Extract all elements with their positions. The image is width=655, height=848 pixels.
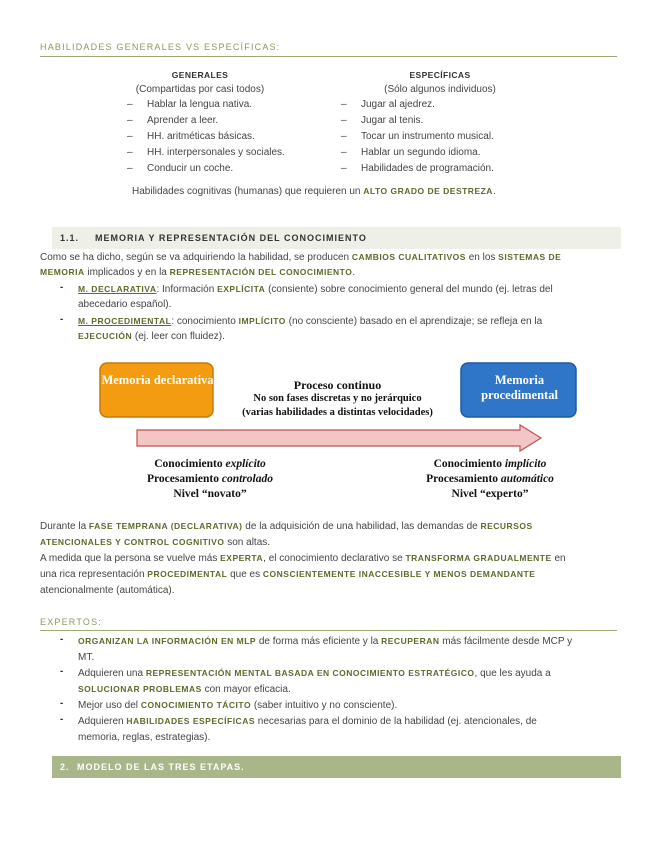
intro-line1: Como se ha dicho, según se va adquiriendo la habilidad, se producen CAMBIOS CUALITATIVOS en los SISTEMAS DE xyxy=(40,252,562,263)
section-number: 1.1. xyxy=(60,233,80,243)
bullet: - xyxy=(60,666,64,677)
list-item: – Conducir un coche. xyxy=(127,163,234,174)
declarativa-line2: abecedario español). xyxy=(78,299,172,310)
expertos-title: EXPERTOS: xyxy=(40,617,102,627)
declarativa-box-label: Memoria declarativa xyxy=(101,373,214,387)
medida-line1: A medida que la persona se vuelve más EXPERTA, el conocimiento declarativo se TRANSFORMA GRADUALMENTE en xyxy=(40,553,566,564)
list-item: – Hablar un segundo idioma. xyxy=(341,147,481,158)
diagram-center-line2: (varias habilidades a distintas velocidades) xyxy=(242,407,433,418)
bullet: - xyxy=(60,634,64,645)
expertos-item1-line1: ORGANIZAN LA INFORMACIÓN EN MLP de forma más eficiente y la RECUPERAN más fácilmente desde MCP y xyxy=(78,636,573,647)
continuum-arrow xyxy=(137,425,541,451)
intro-line2: MEMORIA implicados y en la REPRESENTACIÓN DEL CONOCIMIENTO. xyxy=(40,267,356,278)
diagram-left-captions: Conocimiento explícito Procesamiento controlado Nivel “novato” xyxy=(147,458,273,500)
expertos-item4-line1: Adquieren HABILIDADES ESPECÍFICAS necesarias para el dominio de la habilidad (ej. atencionales, de xyxy=(78,716,537,727)
especificas-subtitle: (Sólo algunos individuos) xyxy=(384,84,496,95)
list-item: – Habilidades de programación. xyxy=(341,163,494,174)
section-rule xyxy=(40,630,617,631)
list-item: – Jugar al ajedrez. xyxy=(341,99,435,110)
diagram-center-line1: No son fases discretas y no jerárquico xyxy=(253,393,422,404)
diagram-right-captions: Conocimiento implícito Procesamiento automático Nivel “experto” xyxy=(426,458,554,500)
list-item: – HH. interpersonales y sociales. xyxy=(127,147,285,158)
durante-line2: ATENCIONALES Y CONTROL COGNITIVO son altas. xyxy=(40,537,271,548)
medida-line3: atencionalmente (automática). xyxy=(40,585,175,596)
list-item: – Tocar un instrumento musical. xyxy=(341,131,494,142)
bullet: - xyxy=(60,714,64,725)
expertos-item2-line1: Adquieren una REPRESENTACIÓN MENTAL BASADA EN CONOCIMIENTO ESTRATÉGICO, que les ayuda a xyxy=(78,668,551,679)
especificas-heading: ESPECÍFICAS xyxy=(409,70,471,80)
declarativa-line1: M. DECLARATIVA: Información EXPLÍCITA (consiente) sobre conocimiento general del mundo (ej. letras del xyxy=(78,284,553,295)
procedimental-line2: EJECUCIÓN (ej. leer con fluidez). xyxy=(78,331,225,342)
list-item: – Jugar al tenis. xyxy=(341,115,424,126)
expertos-item1-line2: MT. xyxy=(78,652,95,663)
list-item: – Aprender a leer. xyxy=(127,115,219,126)
procedimental-box-label: Memoria procedimental xyxy=(481,373,558,402)
procedimental-line1: M. PROCEDIMENTAL: conocimiento IMPLÍCITO (no consciente) basado en el aprendizaje; se refleja en la xyxy=(78,316,543,327)
declarativa-box xyxy=(100,363,213,417)
generales-subtitle: (Compartidas por casi todos) xyxy=(135,84,265,95)
bullet: - xyxy=(60,314,64,325)
medida-line2: una rica representación PROCEDIMENTAL que es CONSCIENTEMENTE INACCESIBLE Y MENOS DEMANDANTE xyxy=(40,569,536,580)
expertos-item3: Mejor uso del CONOCIMIENTO TÁCITO (saber intuitivo y no consciente). xyxy=(78,700,398,711)
section-title: MEMORIA Y REPRESENTACIÓN DEL CONOCIMIENTO xyxy=(95,233,367,243)
bullet: - xyxy=(60,698,64,709)
bullet: - xyxy=(60,282,64,293)
expertos-item4-line2: memoria, reglas, estrategias). xyxy=(78,732,211,743)
section-number: 2. xyxy=(60,762,70,772)
section-title: MODELO DE LAS TRES ETAPAS. xyxy=(77,762,245,772)
list-item: – HH. aritméticas básicas. xyxy=(127,131,255,142)
expertos-item2-line2: SOLUCIONAR PROBLEMAS con mayor eficacia. xyxy=(78,684,291,695)
durante-line1: Durante la FASE TEMPRANA (DECLARATIVA) de la adquisición de una habilidad, las demandas de RECURSOS xyxy=(40,521,533,532)
section-title: HABILIDADES GENERALES VS ESPECÍFICAS: xyxy=(40,42,281,52)
section-rule xyxy=(40,56,617,57)
list-item: – Hablar la lengua nativa. xyxy=(127,99,253,110)
generales-heading: GENERALES xyxy=(171,70,229,80)
summary-text: Habilidades cognitivas (humanas) que requieren un ALTO GRADO DE DESTREZA. xyxy=(132,186,496,197)
diagram-center-title: Proceso continuo xyxy=(293,378,382,392)
